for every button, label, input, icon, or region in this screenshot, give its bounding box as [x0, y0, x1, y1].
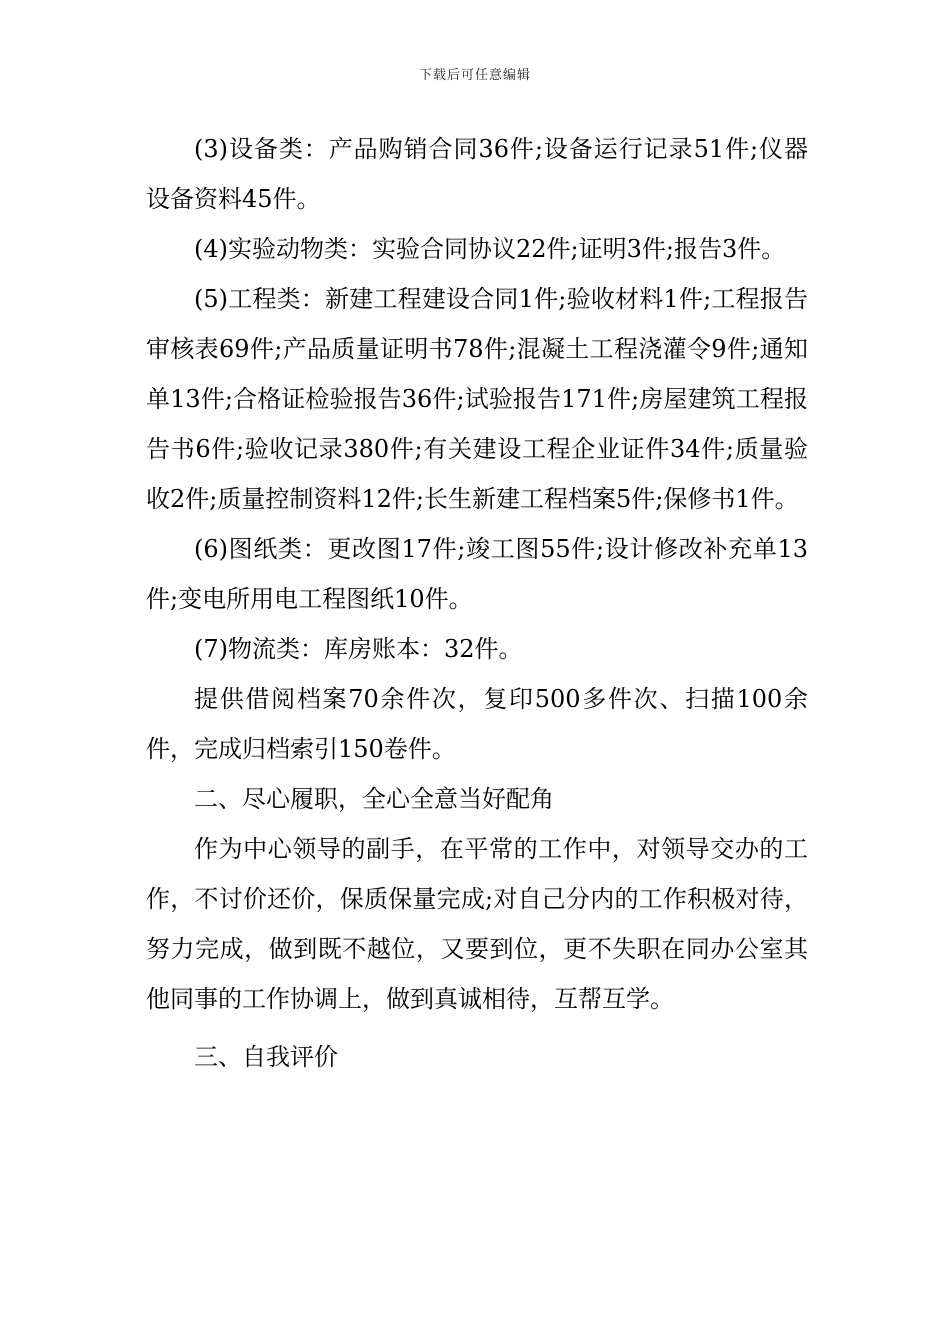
document-body: [146, 124, 808, 1082]
header-note: 下载后可任意编辑: [418, 68, 531, 83]
paragraph-engineering: (5)工程类：新建工程建设合同1件;验收材料1件;工程报告审核表69件;产品质量证明书78件;混凝土工程浇灌令9件;通知单13件;合格证检验报告36件;试验报告171件;房屋建筑工程报告书6件;验收记录380件;有关建设工程企业证件34件;质量验收2件;质量控制资料12件;长生新建工程档案5件;保修书1件。: [146, 285, 808, 513]
paragraph-lab-animals: (4)实验动物类：实验合同协议22件;证明3件;报告3件。: [194, 235, 786, 263]
section-heading-2: 二、尽心履职，全心全意当好配角: [194, 785, 554, 813]
paragraph-drawings: (6)图纸类：更改图17件;竣工图55件;设计修改补充单13件;变电所用电工程图纸10件。: [146, 535, 808, 613]
paragraph-supporting-role: 作为中心领导的副手，在平常的工作中，对领导交办的工作，不讨价还价，保质保量完成;对自己分内的工作积极对待，努力完成，做到既不越位，又要到位，更不失职在同办公室其他同事的工作协调上，做到真诚相待，互帮互学。: [146, 835, 808, 1013]
paragraph-archive-services: 提供借阅档案70余件次，复印500多件次、扫描100余件，完成归档索引150卷件。: [146, 685, 808, 763]
section-heading-3: 三、自我评价: [194, 1043, 338, 1071]
paragraph-equipment: (3)设备类：产品购销合同36件;设备运行记录51件;仪器设备资料45件。: [146, 135, 808, 213]
paragraph-logistics: (7)物流类：库房账本：32件。: [194, 635, 523, 663]
